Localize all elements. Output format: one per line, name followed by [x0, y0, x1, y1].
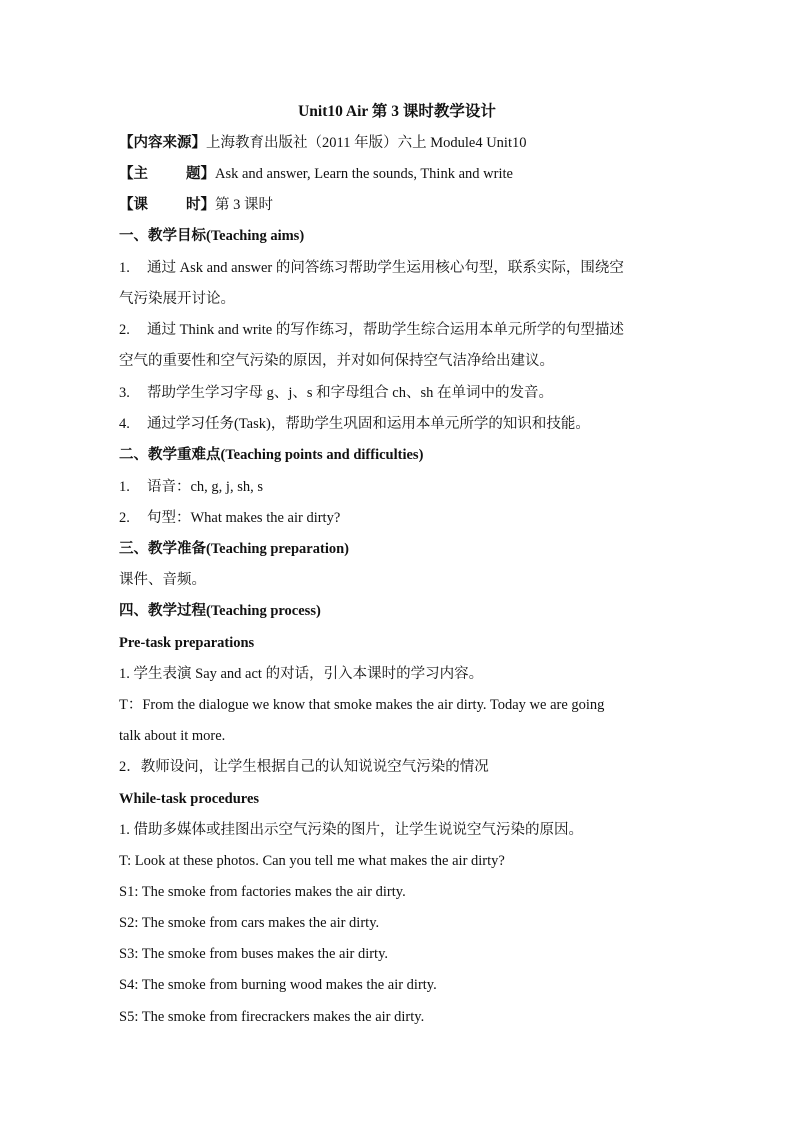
topic-label: 【主 题】: [119, 166, 215, 182]
objective-item-1: 1. 通过 Ask and answer 的问答练习帮助学生运用核心句型，联系实际，围绕空: [119, 260, 624, 276]
preparation-heading: 三、教学准备(Teaching preparation): [119, 541, 349, 557]
dialogue-line: S1: The smoke from factories makes the air dirty.: [119, 884, 406, 900]
dialogue-line: S3: The smoke from buses makes the air dirty.: [119, 946, 389, 962]
dialogue-line: S4: The smoke from burning wood makes the air dirty.: [119, 977, 437, 993]
while-task-heading: While-task procedures: [119, 791, 260, 807]
objectives-heading: 一、教学目标(Teaching aims): [119, 228, 305, 244]
content-source-label: 【内容来源】: [119, 135, 206, 151]
pre-task-step-1: 1. 学生表演 Say and act 的对话，引入本课时的学习内容。: [119, 666, 484, 682]
topic-line: [119, 164, 513, 184]
key-points-heading: 二、教学重难点(Teaching points and difficulties): [119, 447, 424, 463]
document-title: Unit10 Air 第 3 课时教学设计: [298, 103, 496, 120]
key-point-item-2: 2. 句型：What makes the air dirty?: [119, 510, 341, 526]
process-heading: 四、教学过程(Teaching process): [119, 603, 321, 619]
period-label: 【课 时】: [119, 197, 215, 213]
pre-task-heading: Pre-task preparations: [119, 635, 255, 651]
objective-item-3: 3. 帮助学生学习字母 g、j、s 和字母组合 ch、sh 在单词中的发音。: [119, 385, 553, 401]
pre-task-teacher-line: T：From the dialogue we know that smoke makes the air dirty. Today we are going: [119, 697, 605, 713]
while-task-step-1: 1. 借助多媒体或挂图出示空气污染的图片，让学生说说空气污染的原因。: [119, 822, 583, 838]
content-source-value: 上海教育出版社（2011 年版）六上 Module4 Unit10: [206, 135, 527, 151]
dialogue-line: S5: The smoke from firecrackers makes the air dirty.: [119, 1009, 425, 1025]
content-source-line: [119, 133, 526, 153]
key-point-item-1: 1. 语音：ch, g, j, sh, s: [119, 479, 263, 495]
topic-value: Ask and answer, Learn the sounds, Think and write: [215, 166, 513, 182]
pre-task-step-2: 2．教师设问，让学生根据自己的认知说说空气污染的情况: [119, 759, 489, 775]
objective-item-1-cont: 气污染展开讨论。: [119, 291, 235, 307]
period-value: 第 3 课时: [215, 197, 273, 213]
preparation-text: 课件、音频。: [119, 572, 206, 588]
dialogue-line: S2: The smoke from cars makes the air dirty.: [119, 915, 380, 931]
dialogue-line: T: Look at these photos. Can you tell me what makes the air dirty?: [119, 853, 505, 869]
pre-task-teacher-line-cont: talk about it more.: [119, 728, 226, 744]
objective-item-2-cont: 空气的重要性和空气污染的原因，并对如何保持空气洁净给出建议。: [119, 353, 554, 369]
objective-item-2: 2. 通过 Think and write 的写作练习，帮助学生综合运用本单元所学的句型描述: [119, 322, 624, 338]
objective-item-4: 4. 通过学习任务(Task)，帮助学生巩固和运用本单元所学的知识和技能。: [119, 416, 590, 432]
period-line: [119, 195, 273, 215]
